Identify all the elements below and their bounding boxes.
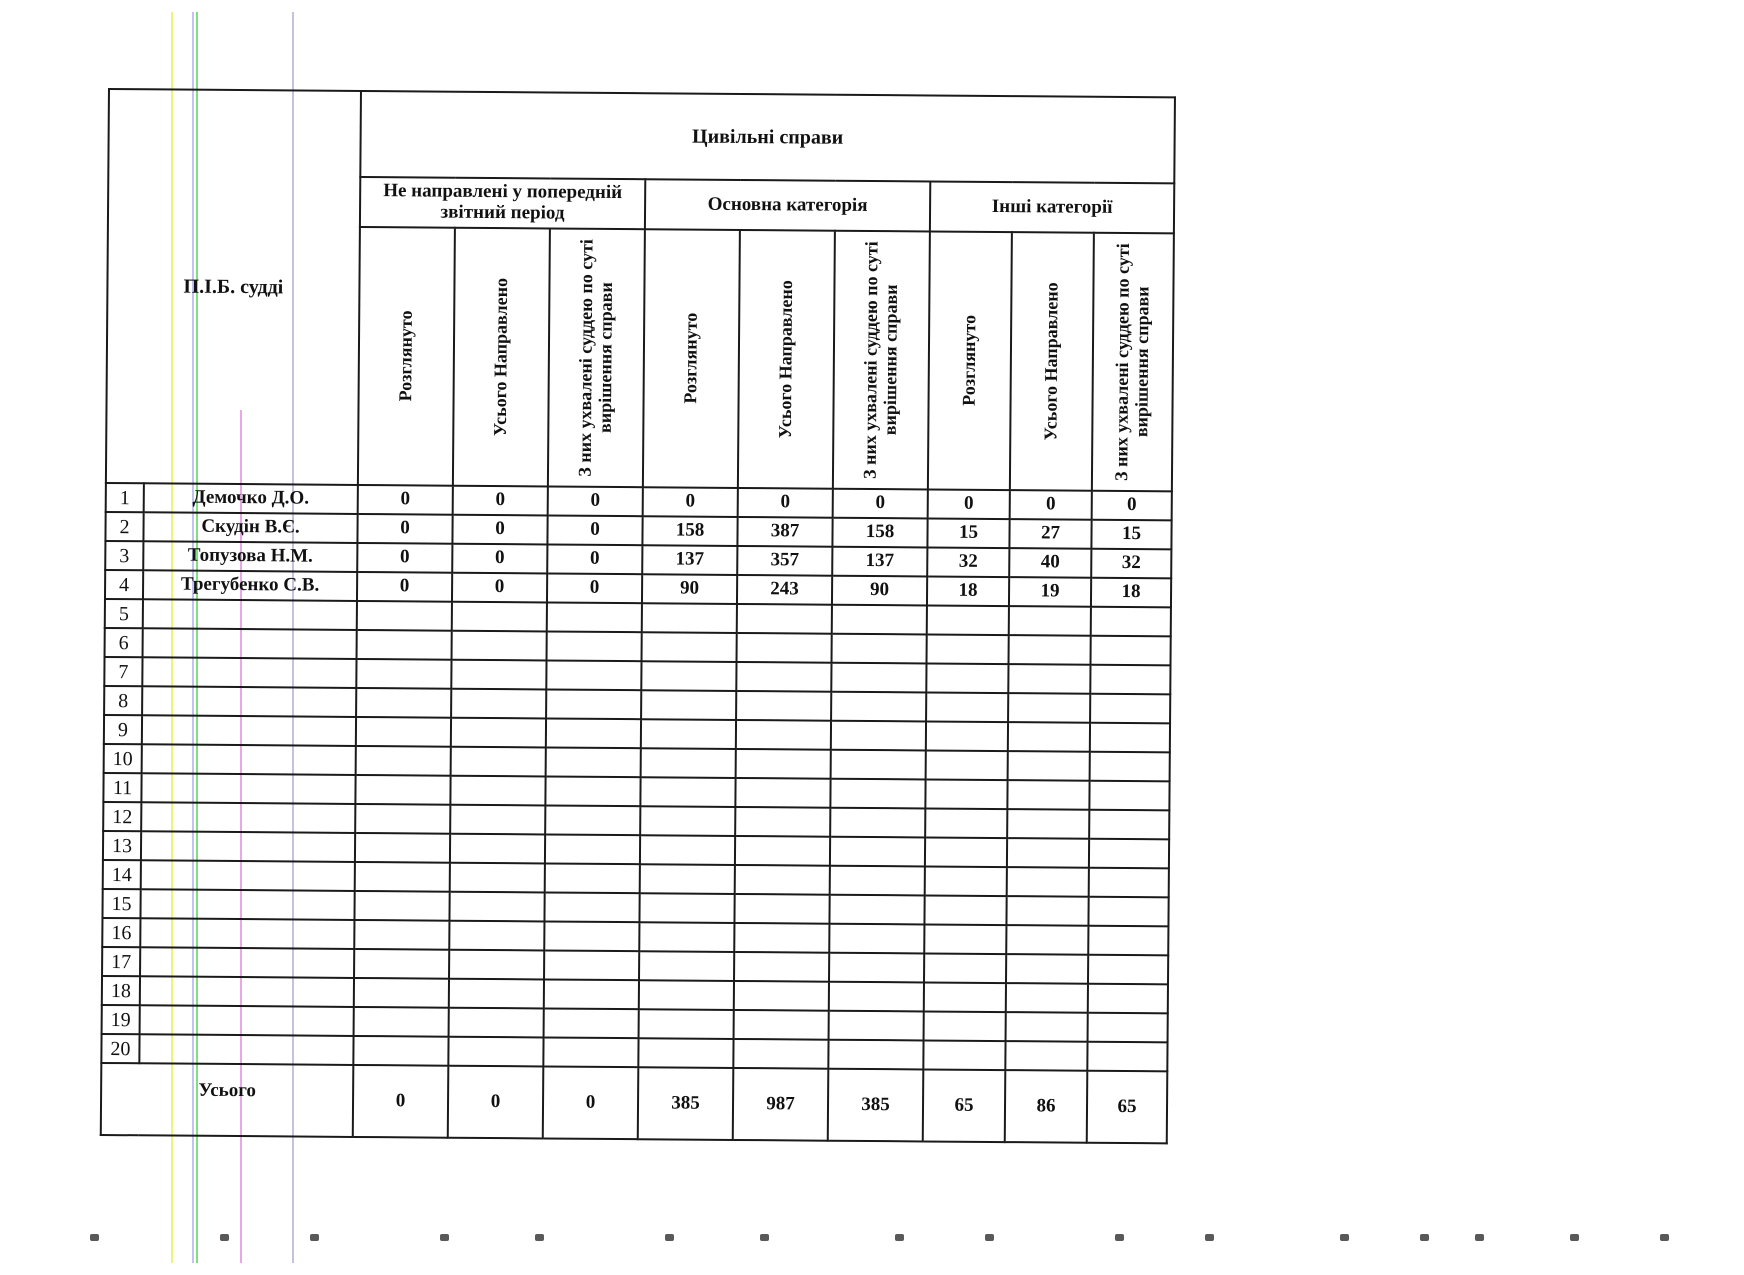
row-number: 7 <box>104 657 142 686</box>
table-cell <box>1006 896 1088 926</box>
table-cell <box>1091 636 1171 666</box>
judge-name <box>143 628 357 659</box>
row-number: 20 <box>101 1034 139 1063</box>
table-cell <box>736 720 831 750</box>
table-cell <box>356 746 451 776</box>
scan-speck <box>1115 1234 1124 1241</box>
table-cell <box>357 601 452 631</box>
judge-name <box>142 715 356 746</box>
total-cell: 385 <box>638 1067 734 1140</box>
table-cell <box>1008 664 1090 694</box>
subheader-total-directed: Усього Направлено <box>1010 232 1094 491</box>
table-cell <box>449 950 544 980</box>
table-cell <box>355 775 450 805</box>
table-cell <box>638 1038 733 1068</box>
total-cell: 987 <box>733 1068 829 1141</box>
total-cell: 86 <box>1005 1070 1088 1143</box>
table-cell <box>734 981 829 1011</box>
table-cell <box>1088 984 1168 1014</box>
table-cell <box>925 837 1007 867</box>
document-table-wrapper <box>100 88 1176 1144</box>
table-cell <box>1089 839 1169 869</box>
table-cell <box>451 718 546 748</box>
table-cell: 0 <box>547 544 642 574</box>
table-cell <box>733 1039 828 1069</box>
table-cell <box>829 895 924 925</box>
table-cell <box>356 717 451 747</box>
subheader-considered: Розглянуто <box>928 231 1012 490</box>
table-cell: 0 <box>1092 491 1172 521</box>
table-cell <box>450 863 545 893</box>
table-cell <box>927 605 1009 635</box>
table-cell <box>451 689 546 719</box>
total-cell: 385 <box>828 1069 924 1142</box>
table-cell: 0 <box>452 544 547 574</box>
table-cell <box>546 689 641 719</box>
table-cell <box>830 808 925 838</box>
table-cell <box>452 631 547 661</box>
table-cell <box>544 1008 639 1038</box>
table-cell <box>1089 781 1169 811</box>
row-number: 16 <box>102 918 140 947</box>
scan-speck <box>895 1234 904 1241</box>
table-cell <box>828 1040 923 1070</box>
table-cell <box>1009 606 1091 636</box>
table-cell <box>831 750 926 780</box>
table-cell <box>736 749 831 779</box>
scan-footer-specks <box>0 1228 1744 1248</box>
table-cell <box>356 688 451 718</box>
table-cell <box>451 747 546 777</box>
total-cell: 65 <box>923 1069 1006 1142</box>
table-cell <box>450 834 545 864</box>
table-cell <box>356 659 451 689</box>
table-cell: 387 <box>737 517 832 547</box>
table-cell: 90 <box>832 576 927 606</box>
subheader-total-directed: Усього Направлено <box>453 228 550 487</box>
table-cell <box>734 1010 829 1040</box>
judge-name-header: П.І.Б. судді <box>106 89 361 485</box>
table-cell <box>545 863 640 893</box>
table-cell <box>924 895 1006 925</box>
table-cell <box>355 804 450 834</box>
table-cell <box>449 979 544 1009</box>
table-cell <box>543 1037 638 1067</box>
table-cell <box>735 778 830 808</box>
table-cell <box>831 692 926 722</box>
table-cell <box>1005 1041 1087 1071</box>
table-cell <box>1090 752 1170 782</box>
table-cell <box>547 602 642 632</box>
civil-cases-table <box>100 88 1176 1144</box>
table-cell <box>452 602 547 632</box>
row-number: 8 <box>104 686 142 715</box>
table-cell <box>1088 1013 1168 1043</box>
table-cell <box>641 661 736 691</box>
table-cell <box>734 923 829 953</box>
table-cell <box>735 836 830 866</box>
table-cell <box>449 892 544 922</box>
table-cell: 0 <box>928 489 1010 519</box>
scan-speck <box>1420 1234 1429 1241</box>
table-cell <box>451 660 546 690</box>
table-cell <box>1008 751 1090 781</box>
table-cell: 137 <box>832 547 927 577</box>
total-cell: 0 <box>448 1066 544 1139</box>
table-cell <box>642 632 737 662</box>
table-cell: 0 <box>643 487 738 517</box>
scan-speck <box>665 1234 674 1241</box>
table-title: Цивільні справи <box>360 91 1175 183</box>
table-cell: 0 <box>547 515 642 545</box>
total-cell: 0 <box>353 1065 449 1138</box>
table-cell <box>1088 955 1168 985</box>
table-cell: 0 <box>358 485 453 515</box>
judge-name: Топузова Н.М. <box>143 541 357 572</box>
table-cell: 32 <box>927 547 1009 577</box>
subheader-decided-on-merits: З них ухвалені суддею по суті вирішення справи <box>548 228 645 487</box>
table-cell <box>544 921 639 951</box>
table-cell <box>926 750 1008 780</box>
table-cell <box>926 692 1008 722</box>
subheader-considered: Розглянуто <box>643 229 740 488</box>
table-cell: 0 <box>357 572 452 602</box>
table-cell <box>354 949 449 979</box>
total-cell: 0 <box>543 1066 639 1139</box>
table-cell <box>735 807 830 837</box>
scan-speck <box>310 1234 319 1241</box>
table-cell <box>545 805 640 835</box>
table-cell: 18 <box>927 576 1009 606</box>
table-cell <box>354 978 449 1008</box>
table-cell <box>1008 693 1090 723</box>
judge-name <box>140 889 354 920</box>
table-cell <box>831 721 926 751</box>
table-cell <box>641 690 736 720</box>
scan-speck <box>1475 1234 1484 1241</box>
subheader-decided-on-merits: З них ухвалені суддею по суті вирішення справи <box>833 231 930 490</box>
table-cell <box>354 1007 449 1037</box>
table-cell <box>640 864 735 894</box>
table-cell <box>1089 868 1169 898</box>
table-cell <box>1090 665 1170 695</box>
table-cell <box>545 776 640 806</box>
table-cell <box>640 777 735 807</box>
row-number: 18 <box>102 976 140 1005</box>
table-cell <box>1089 810 1169 840</box>
table-cell: 40 <box>1009 548 1091 578</box>
scan-speck <box>760 1234 769 1241</box>
table-cell: 15 <box>1091 520 1171 550</box>
scan-speck <box>985 1234 994 1241</box>
table-cell <box>830 779 925 809</box>
total-row <box>101 1063 1168 1143</box>
row-number: 3 <box>105 541 143 570</box>
table-cell <box>640 806 735 836</box>
table-cell <box>639 1009 734 1039</box>
table-cell <box>927 634 1009 664</box>
table-cell <box>1088 897 1168 927</box>
row-number: 10 <box>104 744 142 773</box>
table-cell: 137 <box>642 545 737 575</box>
subheader-decided-on-merits: З них ухвалені суддею по суті вирішення справи <box>1092 233 1174 492</box>
table-cell <box>1006 954 1088 984</box>
scan-speck <box>440 1234 449 1241</box>
scan-speck <box>1570 1234 1579 1241</box>
judge-name <box>140 976 354 1007</box>
table-cell: 0 <box>833 489 928 519</box>
table-cell <box>639 922 734 952</box>
table-cell <box>736 662 831 692</box>
table-cell <box>1007 780 1089 810</box>
table-cell <box>449 1008 544 1038</box>
subheader-total-directed: Усього Направлено <box>738 230 835 489</box>
scan-speck <box>1660 1234 1669 1241</box>
table-cell <box>1007 867 1089 897</box>
table-cell <box>1088 926 1168 956</box>
table-cell <box>1091 607 1171 637</box>
row-number: 9 <box>104 715 142 744</box>
table-cell <box>640 835 735 865</box>
table-cell <box>641 748 736 778</box>
table-cell <box>448 1037 543 1067</box>
table-cell <box>737 633 832 663</box>
total-cell: 65 <box>1087 1071 1168 1144</box>
row-number: 5 <box>105 599 143 628</box>
table-cell: 19 <box>1009 577 1091 607</box>
judge-name <box>141 802 355 833</box>
table-cell <box>1008 722 1090 752</box>
judge-name <box>141 831 355 862</box>
table-cell <box>353 1036 448 1066</box>
row-number: 15 <box>102 889 140 918</box>
group-header-other-categories: Інші категорії <box>930 181 1174 233</box>
table-cell: 0 <box>357 543 452 573</box>
row-number: 11 <box>103 773 141 802</box>
judge-name: Трегубенко С.В. <box>143 570 357 601</box>
judge-name <box>142 657 356 688</box>
judge-name: Демочко Д.О. <box>144 483 358 514</box>
scan-speck <box>1205 1234 1214 1241</box>
table-cell <box>829 924 924 954</box>
header-row-title <box>108 89 1175 183</box>
table-cell <box>1006 925 1088 955</box>
table-cell <box>925 808 1007 838</box>
row-number: 2 <box>105 512 143 541</box>
table-cell <box>924 924 1006 954</box>
table-cell <box>357 630 452 660</box>
table-cell: 243 <box>737 575 832 605</box>
table-cell: 158 <box>642 516 737 546</box>
table-cell <box>829 1011 924 1041</box>
table-cell: 0 <box>452 573 547 603</box>
judge-name <box>140 918 354 949</box>
table-cell <box>830 866 925 896</box>
row-number: 13 <box>103 831 141 860</box>
group-header-main-category: Основна категорія <box>645 179 930 231</box>
table-cell <box>544 892 639 922</box>
table-cell <box>830 837 925 867</box>
table-cell <box>641 719 736 749</box>
table-cell <box>832 634 927 664</box>
row-number: 14 <box>103 860 141 889</box>
table-cell <box>924 1011 1006 1041</box>
subheader-considered: Розглянуто <box>358 227 455 486</box>
table-cell <box>639 980 734 1010</box>
row-number: 12 <box>103 802 141 831</box>
judge-name <box>142 744 356 775</box>
row-number: 6 <box>105 628 143 657</box>
judge-name <box>141 860 355 891</box>
table-cell: 90 <box>642 574 737 604</box>
table-cell <box>639 951 734 981</box>
table-cell: 0 <box>452 515 547 545</box>
table-cell <box>924 982 1006 1012</box>
table-cell <box>926 721 1008 751</box>
table-cell <box>829 953 924 983</box>
table-cell <box>546 747 641 777</box>
table-cell <box>829 982 924 1012</box>
table-cell <box>544 950 639 980</box>
table-cell <box>735 865 830 895</box>
scan-speck <box>535 1234 544 1241</box>
table-cell: 15 <box>927 518 1009 548</box>
table-cell <box>1007 809 1089 839</box>
table-cell: 18 <box>1091 578 1171 608</box>
table-cell <box>1006 1012 1088 1042</box>
scan-speck <box>220 1234 229 1241</box>
row-number: 17 <box>102 947 140 976</box>
table-cell <box>355 862 450 892</box>
total-label: Усього <box>101 1063 354 1137</box>
table-cell: 158 <box>832 518 927 548</box>
table-cell <box>737 604 832 634</box>
table-cell <box>546 718 641 748</box>
table-cell: 0 <box>738 488 833 518</box>
table-cell <box>1009 635 1091 665</box>
table-cell <box>450 776 545 806</box>
table-cell <box>544 979 639 1009</box>
row-number: 1 <box>106 483 144 512</box>
table-cell <box>545 834 640 864</box>
table-cell: 0 <box>547 573 642 603</box>
table-cell <box>354 920 449 950</box>
table-cell <box>450 805 545 835</box>
judge-name <box>143 599 357 630</box>
scan-speck <box>1340 1234 1349 1241</box>
judge-name: Скудін В.Є. <box>143 512 357 543</box>
table-cell <box>832 605 927 635</box>
table-cell: 357 <box>737 546 832 576</box>
table-cell <box>1090 723 1170 753</box>
table-cell <box>639 893 734 923</box>
table-cell <box>547 631 642 661</box>
table-cell <box>449 921 544 951</box>
table-cell <box>734 952 829 982</box>
row-number: 19 <box>102 1005 140 1034</box>
judge-name <box>139 1034 353 1065</box>
table-cell <box>925 866 1007 896</box>
table-cell <box>354 891 449 921</box>
table-cell <box>546 660 641 690</box>
row-number: 4 <box>105 570 143 599</box>
table-cell: 0 <box>453 486 548 516</box>
table-cell <box>1007 838 1089 868</box>
table-cell <box>355 833 450 863</box>
table-cell: 0 <box>548 486 643 516</box>
judge-name <box>142 686 356 717</box>
table-cell <box>1087 1042 1167 1072</box>
table-cell <box>831 663 926 693</box>
table-cell <box>1090 694 1170 724</box>
table-cell: 32 <box>1091 549 1171 579</box>
group-header-not-directed: Не направлені у попередній звітний період <box>360 177 645 229</box>
table-cell <box>1006 983 1088 1013</box>
table-cell <box>734 894 829 924</box>
table-cell <box>925 779 1007 809</box>
judge-name <box>141 773 355 804</box>
table-cell <box>924 953 1006 983</box>
judge-name <box>140 947 354 978</box>
judge-name <box>140 1005 354 1036</box>
scan-speck <box>90 1234 99 1241</box>
table-cell: 0 <box>357 514 452 544</box>
table-cell <box>926 663 1008 693</box>
table-cell <box>642 603 737 633</box>
table-cell <box>923 1040 1005 1070</box>
table-cell <box>736 691 831 721</box>
table-cell: 0 <box>1010 490 1092 520</box>
table-cell: 27 <box>1009 519 1091 549</box>
